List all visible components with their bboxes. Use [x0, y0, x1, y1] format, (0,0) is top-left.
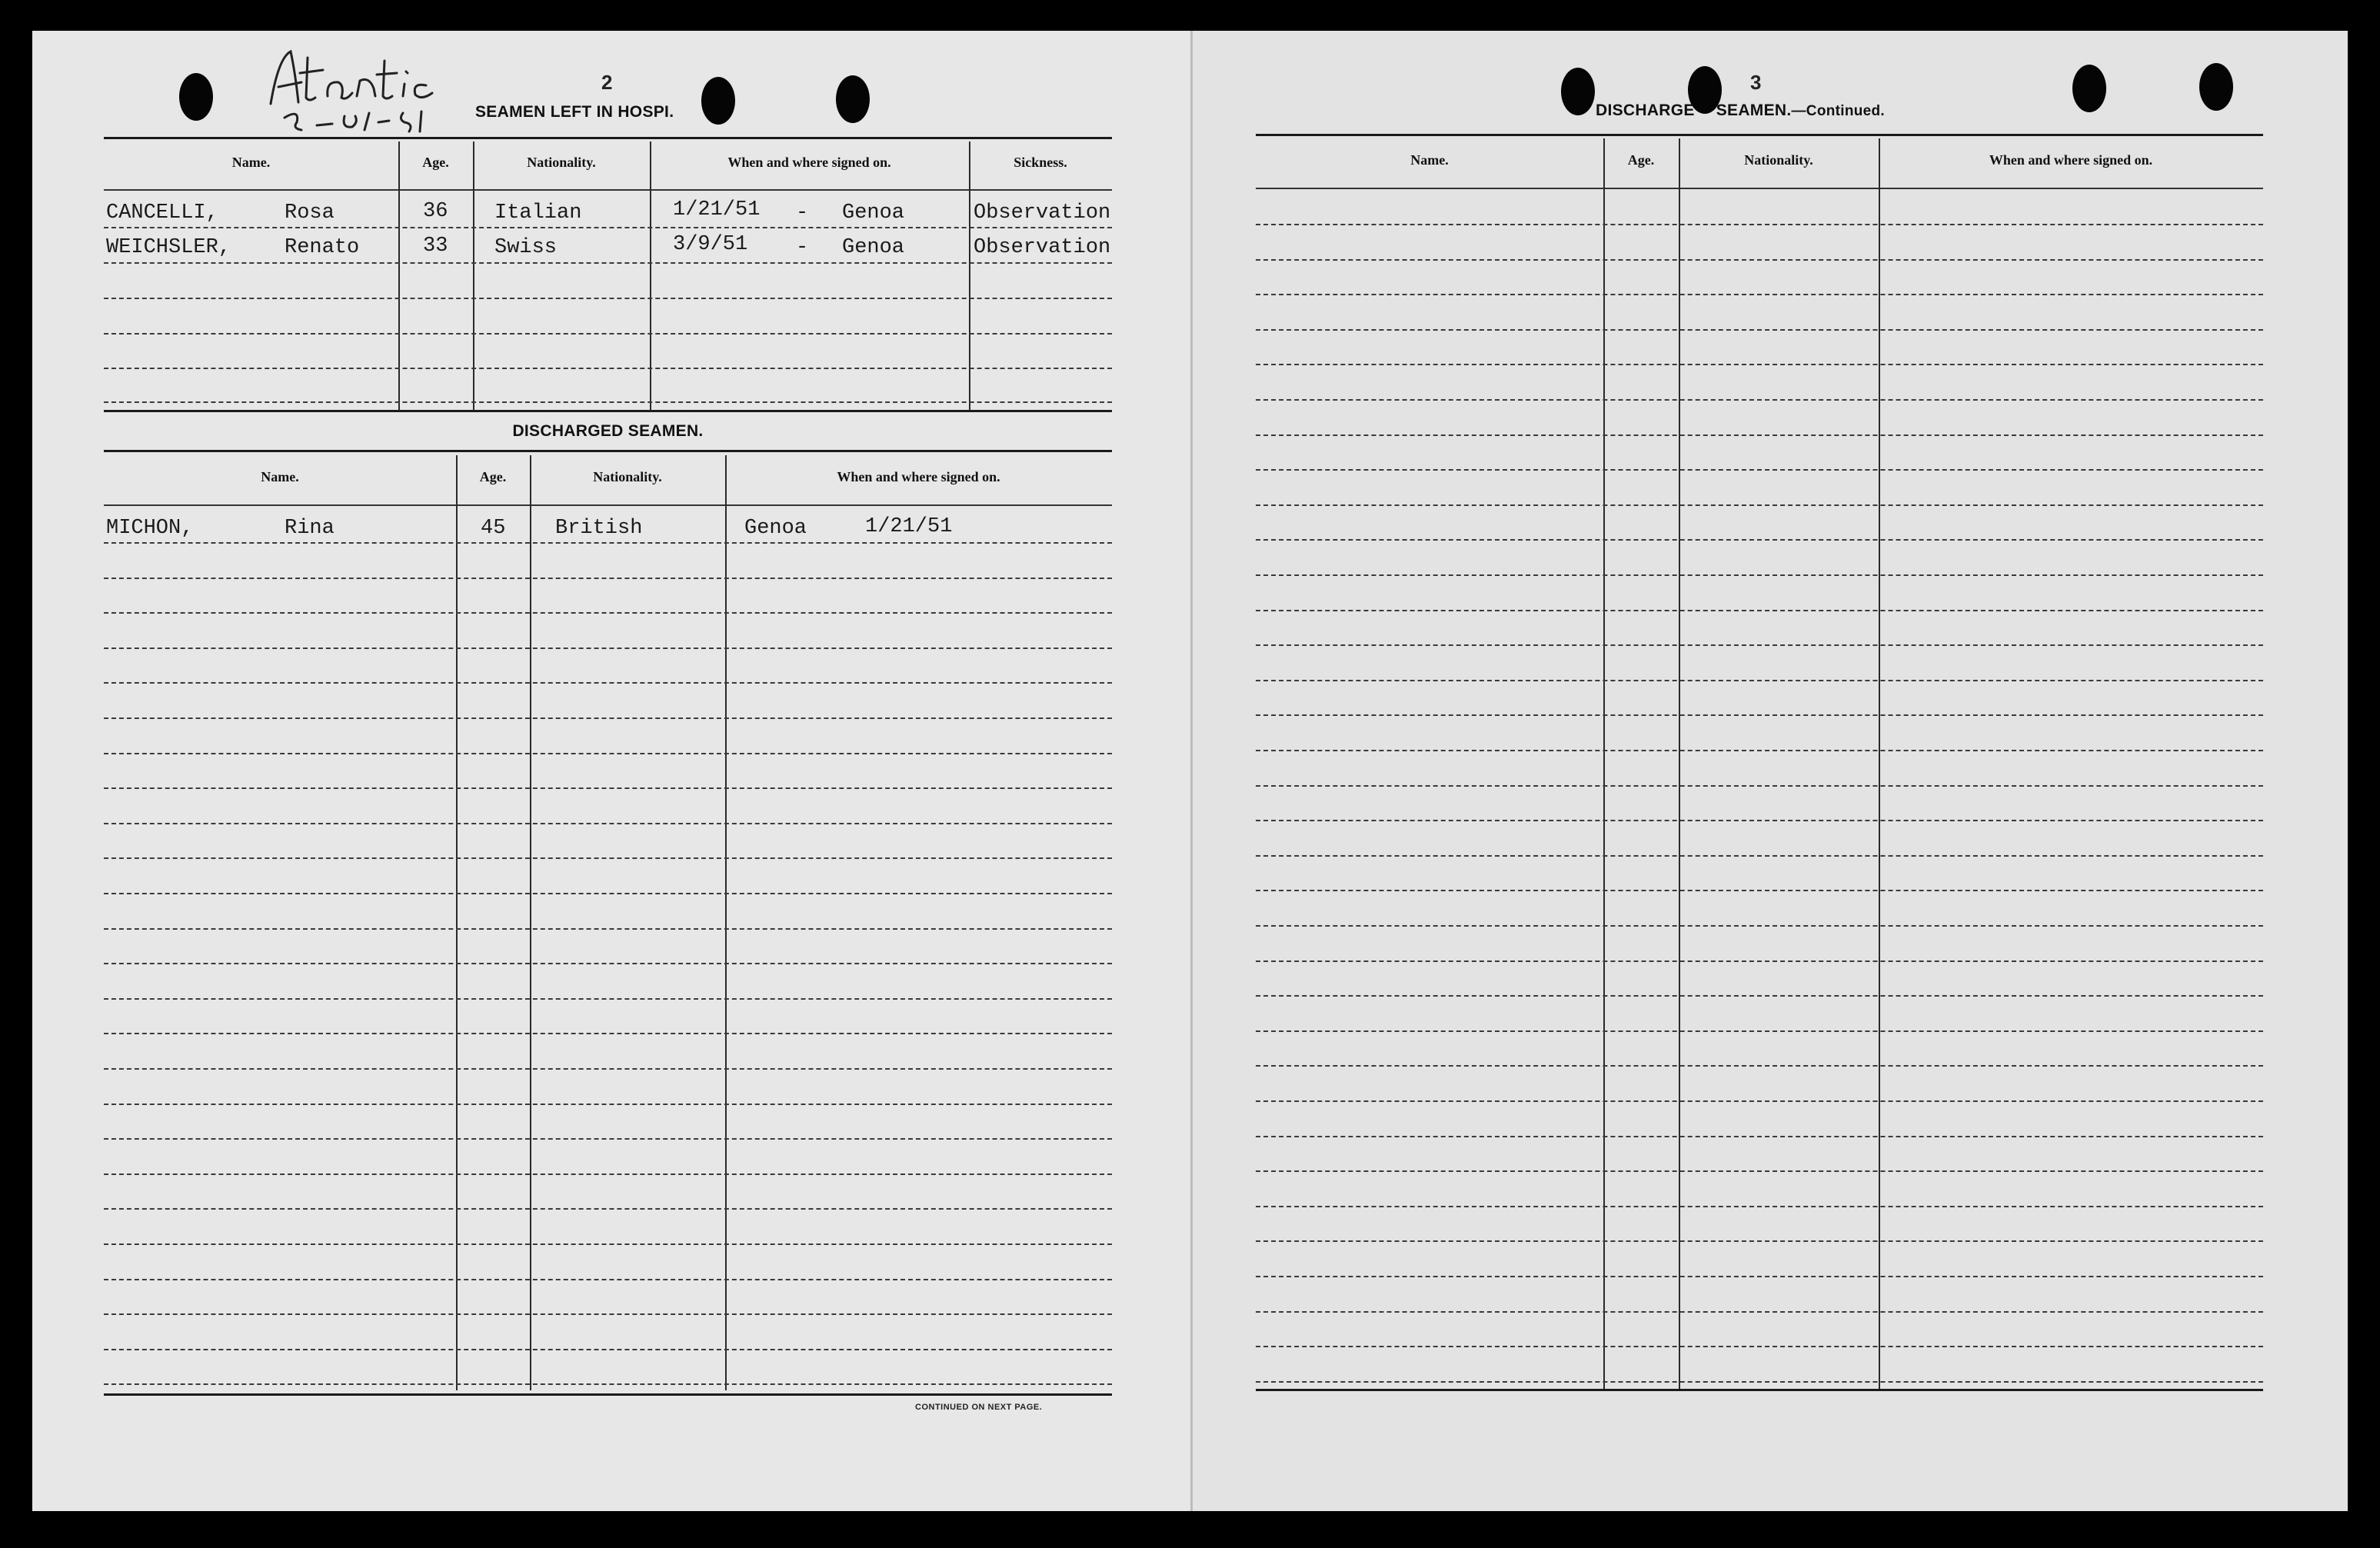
ruled-line	[1256, 1346, 2263, 1347]
ruled-line	[104, 857, 1112, 859]
ruled-line	[1256, 820, 2263, 821]
ruled-line	[104, 612, 1112, 614]
ruled-line	[1256, 1170, 2263, 1172]
ruled-line	[104, 1279, 1112, 1280]
hospital-col-divider-3	[650, 141, 651, 411]
ruled-line	[1256, 434, 2263, 436]
ruled-line	[104, 1104, 1112, 1105]
punch-hole-1	[179, 73, 213, 121]
discharged-row-1-nationality: British	[555, 517, 643, 540]
ruled-line	[1256, 680, 2263, 681]
hospital-row-line	[104, 401, 1112, 403]
ruled-line	[104, 1208, 1112, 1210]
discharged-header-name: Name.	[261, 469, 299, 484]
hospital-row-line	[104, 298, 1112, 299]
ruled-line	[104, 542, 1112, 544]
ruled-line	[1256, 469, 2263, 471]
ruled-line	[104, 1383, 1112, 1385]
punch-hole-3	[836, 75, 870, 123]
right-col-divider-3	[1879, 138, 1880, 1390]
ruled-line	[1256, 399, 2263, 401]
ruled-line	[1256, 539, 2263, 541]
ruled-line	[104, 682, 1112, 684]
ruled-line	[1256, 750, 2263, 751]
discharged-header-signed-on: When and where signed on.	[837, 469, 1000, 484]
ruled-line	[104, 998, 1112, 1000]
hospital-row-1-age: 36	[423, 200, 448, 223]
hospital-row-2-age: 33	[423, 235, 448, 258]
hospital-table-header-rule	[104, 189, 1112, 191]
right-page-title: DISCHARGE SEAMEN.—Continued.	[1596, 102, 1886, 119]
ruled-line	[1256, 785, 2263, 787]
hospital-header-name: Name.	[231, 155, 271, 170]
ruled-line	[1256, 1381, 2263, 1383]
punch-hole-2	[701, 77, 735, 125]
ruled-line	[104, 1243, 1112, 1245]
ruled-line	[1256, 1136, 2263, 1137]
ruled-line	[1256, 574, 2263, 576]
hospital-row-line	[104, 368, 1112, 369]
discharged-section-title: DISCHARGED SEAMEN.	[512, 422, 704, 440]
ruled-line	[1256, 1030, 2263, 1032]
right-page-number: 3	[1750, 71, 1762, 94]
ruled-line	[104, 963, 1112, 964]
hospital-header-age: Age.	[422, 155, 449, 170]
hospital-row-line	[104, 227, 1112, 228]
hospital-row-line	[104, 333, 1112, 335]
ruled-line	[104, 1173, 1112, 1175]
discharged-header-age: Age.	[479, 469, 507, 484]
ruled-line	[1256, 1240, 2263, 1242]
handwritten-annotation	[261, 42, 492, 135]
ruled-line	[1256, 714, 2263, 716]
hospital-row-2-given-name: Renato	[285, 236, 360, 259]
hospital-row-2-place: Genoa	[842, 236, 905, 259]
hospital-row-1-sickness: Observation	[974, 201, 1111, 225]
hospital-row-2-date: 3/9/51	[673, 233, 748, 256]
ruled-line	[104, 1138, 1112, 1140]
ruled-line	[1256, 1100, 2263, 1102]
hospital-section-title: SEAMEN LEFT IN HOSPI.	[475, 103, 674, 121]
left-page-number: 2	[601, 71, 613, 94]
ruled-line	[1256, 644, 2263, 646]
hospital-row-1-given-name: Rosa	[285, 201, 335, 225]
punch-hole-6	[2072, 65, 2106, 112]
hospital-header-signed-on: When and where signed on.	[727, 155, 891, 170]
ruled-line	[104, 893, 1112, 894]
ruled-line	[104, 1033, 1112, 1034]
ruled-line	[1256, 329, 2263, 331]
hospital-header-nationality: Nationality.	[527, 155, 596, 170]
discharged-table-top-rule	[104, 450, 1112, 452]
discharged-table-header-rule	[104, 504, 1112, 506]
ruled-line	[104, 823, 1112, 824]
discharged-header-nationality: Nationality.	[593, 469, 662, 484]
ruled-line	[104, 1068, 1112, 1070]
ruled-line	[1256, 890, 2263, 891]
ruled-line	[1256, 925, 2263, 927]
hospital-header-sickness: Sickness.	[1014, 155, 1067, 170]
ruled-line	[104, 717, 1112, 719]
punch-hole-4	[1561, 68, 1595, 115]
ruled-line	[1256, 1206, 2263, 1207]
right-header-nationality: Nationality.	[1744, 152, 1813, 168]
right-table-header-rule	[1256, 188, 2263, 189]
hospital-row-2-nationality: Swiss	[494, 236, 558, 259]
hospital-col-divider-1	[398, 141, 400, 411]
right-table-top-rule	[1256, 134, 2263, 136]
ruled-line	[1256, 259, 2263, 261]
hospital-row-2-sickness: Observation	[974, 236, 1111, 259]
hospital-col-divider-4	[969, 141, 970, 411]
discharged-table-bottom-rule	[104, 1393, 1112, 1396]
hospital-col-divider-2	[473, 141, 474, 411]
continued-note: CONTINUED ON NEXT PAGE.	[915, 1403, 1043, 1412]
hospital-table-bottom-rule	[104, 410, 1112, 412]
ruled-line	[1256, 1311, 2263, 1313]
right-header-age: Age.	[1627, 152, 1655, 168]
ruled-line	[1256, 1276, 2263, 1277]
ruled-line	[104, 753, 1112, 754]
ruled-line	[1256, 610, 2263, 611]
hospital-row-1-date: 1/21/51	[673, 198, 761, 221]
ruled-line	[1256, 995, 2263, 997]
discharged-row-1-age: 45	[481, 517, 506, 540]
page-gutter	[1190, 31, 1193, 1511]
discharged-row-1-surname: MICHON,	[106, 517, 194, 540]
right-page	[1192, 31, 2348, 1511]
ruled-line	[104, 647, 1112, 649]
hospital-row-1-nationality: Italian	[494, 201, 582, 225]
punch-hole-7	[2199, 63, 2233, 111]
discharged-row-1-given-name: Rina	[285, 517, 335, 540]
ruled-line	[1256, 1065, 2263, 1067]
ruled-line	[104, 1349, 1112, 1350]
ruled-line	[104, 1313, 1112, 1315]
right-table-bottom-rule	[1256, 1389, 2263, 1391]
ruled-line	[104, 787, 1112, 789]
discharged-col-divider-1	[456, 455, 458, 1390]
right-col-divider-2	[1679, 138, 1680, 1390]
ruled-line	[1256, 364, 2263, 365]
ruled-line	[104, 578, 1112, 579]
hospital-row-1-place: Genoa	[842, 201, 905, 225]
hospital-row-1-surname: CANCELLI,	[106, 201, 218, 225]
ruled-line	[1256, 504, 2263, 506]
ruled-line	[104, 928, 1112, 930]
hospital-row-2-surname: WEICHSLER,	[106, 236, 231, 259]
discharged-col-divider-2	[530, 455, 531, 1390]
hospital-row-line	[104, 262, 1112, 264]
discharged-col-divider-3	[725, 455, 727, 1390]
discharged-row-1-date: 1/21/51	[865, 515, 953, 538]
right-col-divider-1	[1603, 138, 1605, 1390]
ruled-line	[1256, 960, 2263, 962]
ruled-line	[1256, 855, 2263, 857]
ruled-line	[1256, 224, 2263, 225]
hospital-table-top-rule	[104, 137, 1112, 139]
hospital-row-2-separator: -	[796, 236, 809, 259]
hospital-row-1-separator: -	[796, 201, 809, 225]
right-header-signed-on: When and where signed on.	[1989, 152, 2153, 168]
ruled-line	[1256, 294, 2263, 295]
discharged-row-1-place: Genoa	[744, 517, 807, 540]
right-header-name: Name.	[1410, 152, 1449, 168]
